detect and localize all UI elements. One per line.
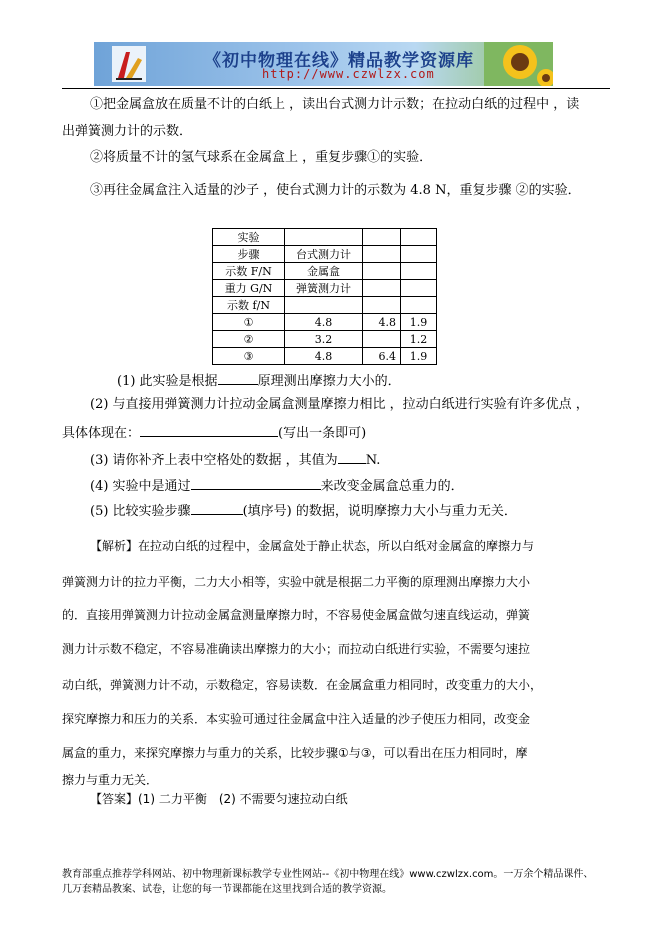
question-1-prefix: (1) 此实验是根据 <box>117 374 218 389</box>
banner-title: 《初中物理在线》精品教学资源库 <box>204 51 474 71</box>
table-row <box>213 331 437 348</box>
answer-blank <box>218 371 258 385</box>
step-1-line-2: 出弹簧测力计的示数． <box>62 124 193 139</box>
table-row <box>213 246 437 263</box>
table-row <box>213 314 437 331</box>
table-cell-value: 3.2 <box>285 331 363 348</box>
answer-blank <box>140 423 278 437</box>
table-cell-value: 1.2 <box>401 331 437 348</box>
table-cell-value: 4.8 <box>285 314 363 331</box>
table-cell-value: 4.8 <box>363 314 401 331</box>
table-cell: 步骤 <box>213 246 285 263</box>
table-cell-step: ③ <box>213 348 285 365</box>
analysis-line: 【解析】在拉动白纸的过程中，金属盒处于静止状态，所以白纸对金属盒的摩擦力与 <box>90 539 535 553</box>
table-cell <box>401 263 437 280</box>
analysis-line: 探究摩擦力和压力的关系．本实验可通过往金属盒中注入适量的沙子使压力相同，改变金 <box>62 712 531 726</box>
banner-url: http://www.czwlzx.com <box>262 67 435 81</box>
question-1 <box>117 371 401 391</box>
question-1-suffix: 原理测出摩擦力大小的． <box>257 374 401 389</box>
table-cell <box>363 229 401 246</box>
question-2-line-2 <box>62 423 366 443</box>
table-cell-blank <box>363 331 401 348</box>
table-row <box>213 229 437 246</box>
footer-line-2: 几万套精品教案、试卷，让您的每一节课都能在这里找到合适的教学资源。 <box>62 884 392 895</box>
question-3-prefix: (3) 请你补齐上表中空格处的数据 ，其值为 <box>90 453 338 468</box>
question-5-suffix: (填序号) 的数据，说明摩擦力大小与重力无关． <box>242 504 517 519</box>
analysis-line: 测力计示数不稳定，不容易准确读出摩擦力的大小；而拉动白纸进行实验，不需要匀速拉 <box>62 642 531 656</box>
step-2: ②将质量不计的氢气球系在金属盒上 ，重复步骤①的实验． <box>90 150 433 165</box>
analysis-line: 弹簧测力计的拉力平衡，二力大小相等，实验中就是根据二力平衡的原理测出摩擦力大小 <box>62 575 531 589</box>
answer-line: 【答案】(1) 二力平衡 (2) 不需要匀速拉动白纸 <box>90 792 348 806</box>
step-3: ③再往金属盒注入适量的沙子 ，使台式测力计的示数为 4.8 N，重复步骤 ②的实验． <box>90 183 581 198</box>
question-3-suffix: N. <box>365 453 381 468</box>
table-cell <box>363 263 401 280</box>
table-cell <box>285 297 363 314</box>
analysis-line: 属盒的重力，来探究摩擦力与重力的关系，比较步骤①与③，可以看出在压力相同时，摩 <box>62 746 528 760</box>
table-cell: 重力 G/N <box>213 280 285 297</box>
question-5 <box>90 501 517 521</box>
table-cell: 示数 f/N <box>213 297 285 314</box>
answer-blank <box>191 476 321 490</box>
question-4-prefix: (4) 实验中是通过 <box>90 479 191 494</box>
site-logo-icon <box>112 46 146 82</box>
question-5-prefix: (5) 比较实验步骤 <box>90 504 191 519</box>
table-cell: 弹簧测力计 <box>285 280 363 297</box>
table-cell <box>401 229 437 246</box>
table-cell-step: ① <box>213 314 285 331</box>
table-cell-value: 1.9 <box>401 314 437 331</box>
question-2-hint: (写出一条即可) <box>278 426 367 441</box>
question-2-line-1: (2) 与直接用弹簧测力计拉动金属盒测量摩擦力相比 ，拉动白纸进行实验有许多优点 ， <box>90 397 589 412</box>
table-row <box>213 348 437 365</box>
header-banner <box>94 42 553 86</box>
analysis-line: 动白纸，弹簧测力计不动，示数稳定，容易读数．在金属盒重力相同时，改变重力的大小， <box>62 678 543 692</box>
analysis-line: 的．直接用弹簧测力计拉动金属盒测量摩擦力时，不容易使金属盒做匀速直线运动，弹簧 <box>62 608 531 622</box>
question-3 <box>90 450 380 470</box>
table-cell <box>401 297 437 314</box>
table-cell: 金属盒 <box>285 263 363 280</box>
step-1-line-1: ①把金属盒放在质量不计的白纸上 ，读出台式测力计示数；在拉动白纸的过程中 ，读 <box>90 97 580 112</box>
question-4 <box>90 476 464 496</box>
table-cell <box>285 229 363 246</box>
analysis-line: 擦力与重力无关． <box>62 773 159 787</box>
table-cell: 台式测力计 <box>285 246 363 263</box>
table-cell: 示数 F/N <box>213 263 285 280</box>
table-cell <box>401 280 437 297</box>
table-cell-value: 4.8 <box>285 348 363 365</box>
table-cell <box>363 280 401 297</box>
answer-blank <box>191 501 243 515</box>
table-cell <box>363 297 401 314</box>
header-divider <box>62 88 610 89</box>
table-cell <box>363 246 401 263</box>
table-row <box>213 263 437 280</box>
sunflower-icon <box>484 42 553 86</box>
table-cell-value: 1.9 <box>401 348 437 365</box>
question-2-prefix: 具体体现在： <box>62 426 141 441</box>
answer-blank <box>338 450 366 464</box>
question-4-suffix: 来改变金属盒总重力的． <box>320 479 464 494</box>
table-row <box>213 297 437 314</box>
table-row <box>213 280 437 297</box>
data-table <box>212 228 437 365</box>
table-cell: 实验 <box>213 229 285 246</box>
footer-line-1: 教育部重点推荐学科网站、初中物理新课标教学专业性网站--《初中物理在线》www.czwlzx.com。一万余个精品课件、 <box>62 869 594 880</box>
table-cell-value: 6.4 <box>363 348 401 365</box>
table-cell-step: ② <box>213 331 285 348</box>
table-cell <box>401 246 437 263</box>
